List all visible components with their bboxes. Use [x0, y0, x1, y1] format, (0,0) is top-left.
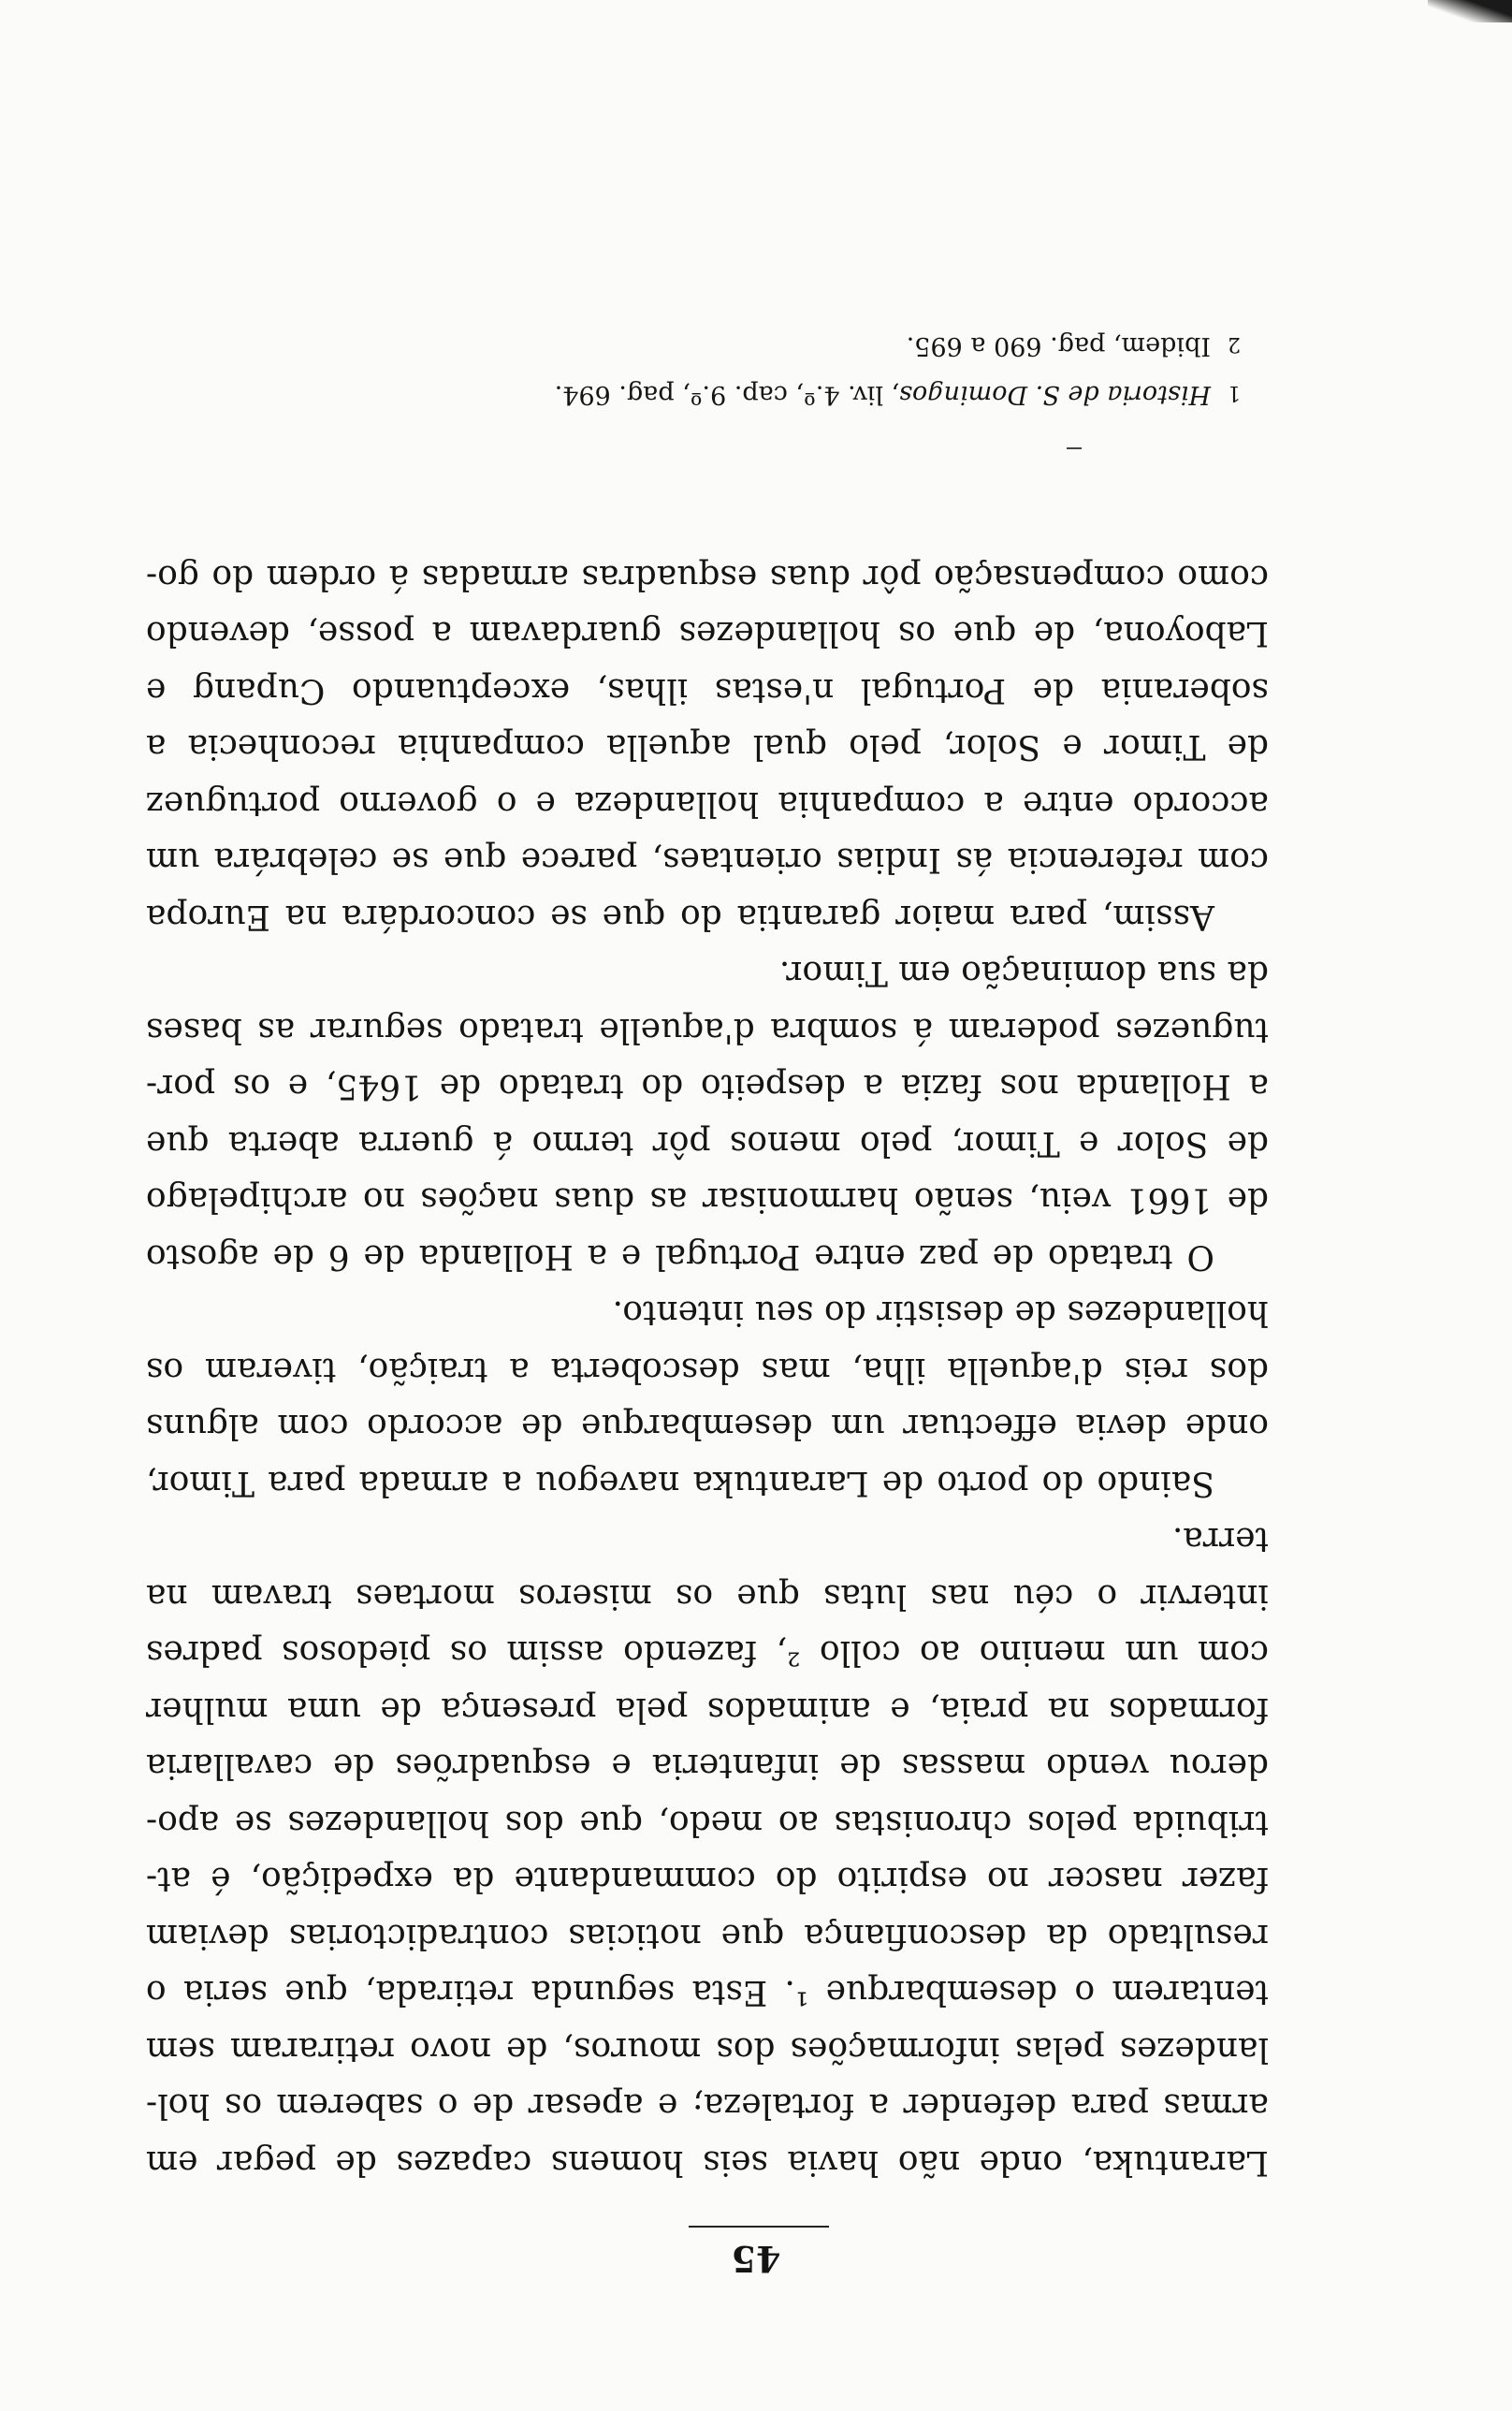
text-line: Larantuka, onde não havia seis homens capazes de pegar em	[146, 2143, 1269, 2182]
text-line: derou vendo massas de infanteria e esquadrões de cavallaria	[146, 1746, 1269, 1786]
text-line: tuguezes poderam á sombra d'aquelle tratado segurar as bases	[146, 1011, 1269, 1049]
body-text	[146, 548, 1269, 2191]
text-line: intervir o céu nas lutas que os miseros mortaes travam na	[146, 1577, 1269, 1615]
text-line: hollandezes de desistir do seu intento.	[612, 1293, 1269, 1333]
text-line: onde devia effectuar um desembarque de accordo com alguns	[146, 1407, 1269, 1446]
text-line: de Timor e Solor, pelo qual aquella companhia reconhecia a	[146, 727, 1269, 767]
text-line: Laboyona, de que os hollandezes guardavam a posse, devendo	[146, 614, 1269, 653]
footnote-text: Ibidem, pag. 690 a 695.	[906, 331, 1211, 360]
footnote-title: Historia de S. Domingos	[899, 380, 1211, 409]
text-line: tentarem o desembarque ¹. Esta segunda retirada, que seria o	[146, 1973, 1269, 2012]
page-number-rule	[689, 2226, 829, 2228]
text-line: Saindo do porto de Larantuka navegou a armada para Timor,	[146, 1464, 1214, 1502]
text-line: accordo entre a companhia hollandeza e o governo portuguez	[146, 784, 1269, 823]
text-line: da sua dominação em Timor.	[778, 954, 1269, 993]
footnote-rule	[1067, 447, 1082, 449]
text-line: dos reis d'aquella ilha, mas descoberta a traição, tiveram os	[146, 1351, 1269, 1389]
text-line: terra.	[1171, 1520, 1269, 1559]
text-line: com um menino ao collo ², fazendo assim os piedosos padres	[146, 1633, 1269, 1673]
text-line: formados na praia, e animados pela presença de uma mulher	[146, 1690, 1269, 1729]
text-line: como compensação pôr duas esquadras armadas á ordem do go-	[146, 558, 1269, 596]
footnotes	[165, 320, 1241, 417]
footnote	[165, 369, 1241, 417]
footnote	[165, 320, 1241, 369]
text-line: Assim, para maior garantia do que se concordára na Europa	[146, 898, 1214, 936]
footnote-mark: 2	[1228, 332, 1241, 356]
text-line: soberania de Portugal n'estas ilhas, exceptuando Cupang e	[146, 671, 1269, 709]
text-line: com referencia ás Indias orientaes, parece que se celebrára um	[146, 840, 1269, 880]
text-line: fazer nascer no espirito do commandante da expedição, é at-	[146, 1860, 1269, 1899]
text-line: de 1661 veiu, senão harmonisar as duas nações no archipelago	[146, 1180, 1269, 1220]
footnote-mark: 1	[1228, 381, 1241, 404]
footnote-text: , liv. 4.º, cap. 9.º, pag. 694.	[554, 380, 900, 409]
text-line: resultado da desconfiança que noticias contradictorias deviam	[146, 1917, 1269, 1955]
page-number: 45	[731, 2238, 781, 2280]
text-line: tribuida pelos chronistas ao medo, que dos hollandezes se apo-	[146, 1804, 1269, 1842]
text-line: a Hollanda nos fazia a despeito do tratado de 1645, e os por-	[146, 1067, 1269, 1106]
text-line: landezes pelas informações dos mouros, de novo retiraram sem	[146, 2030, 1269, 2068]
text-line: armas para defender a fortaleza; e apesar de o saberem os hol-	[146, 2086, 1269, 2126]
text-line: O tratado de paz entre Portugal e a Hollanda de 6 de agosto	[146, 1237, 1214, 1276]
text-line: de Solor e Timor, pelo menos pôr termo á guerra aberta que	[146, 1124, 1269, 1162]
